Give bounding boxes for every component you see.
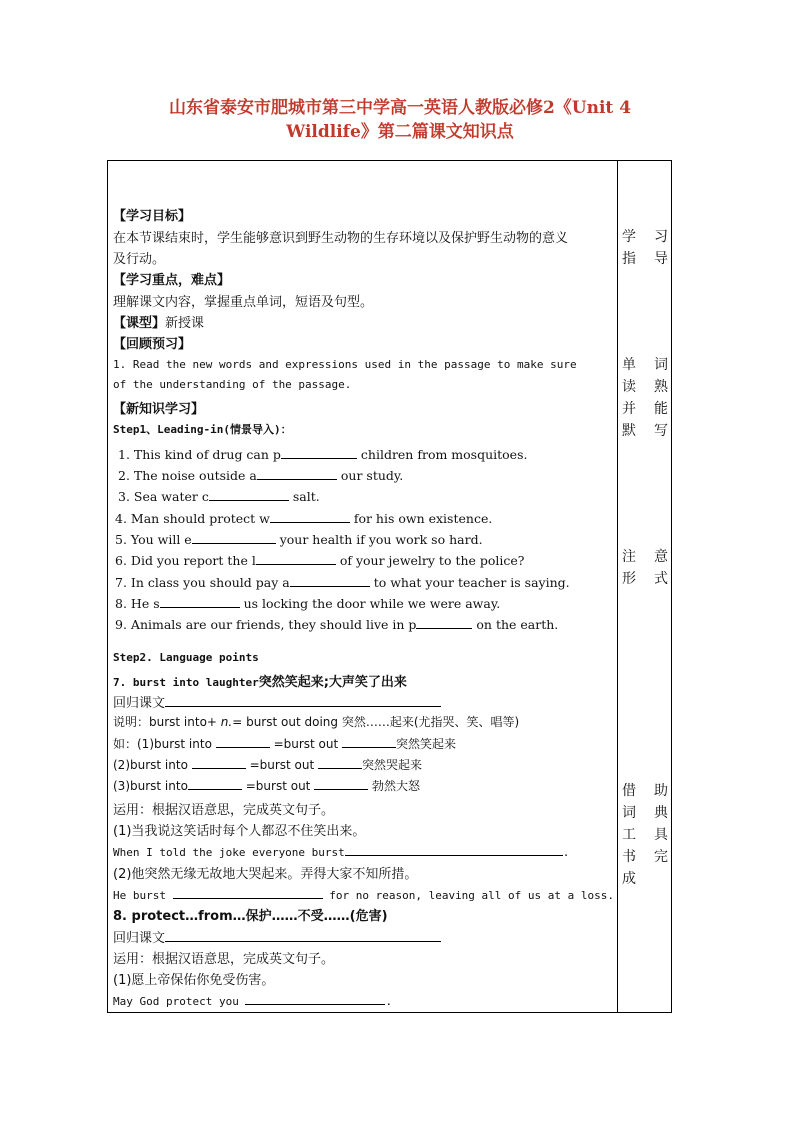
exercise-2 [118, 467, 403, 483]
exercise-3 [118, 488, 320, 504]
exercise-num: 1. [118, 447, 130, 462]
blank[interactable] [256, 552, 336, 565]
example-text: =burst out [249, 758, 315, 772]
exercise-prompt: Sea water c [133, 489, 209, 504]
blank[interactable] [270, 510, 350, 523]
blank[interactable] [192, 756, 246, 769]
goal-text: 在本节课结束时，学生能够意识到野生动物的生存环境以及保护野生动物的意义 [113, 231, 569, 246]
blank[interactable] [192, 531, 276, 544]
review-item-1: 1. Read the new words and expressions used in the passage to make sure [113, 358, 577, 371]
point8-q1-english: May God protect you . [113, 992, 392, 1008]
blank[interactable] [173, 886, 323, 899]
point7-back-to-text [113, 692, 441, 711]
exercise-rest: your health if you work so hard. [279, 532, 483, 547]
exercise-num: 2. [118, 468, 130, 483]
example-text: 如：(1)burst into [113, 737, 212, 751]
side-note-line: 单 词 [622, 357, 668, 373]
exercise-4 [115, 510, 492, 526]
exercise-prompt: He s [130, 596, 160, 611]
title-line-2: Wildlife》第二篇课文知识点 [286, 122, 514, 142]
side-note-dictionary [622, 780, 668, 890]
side-note-line: 词 典 [622, 805, 668, 821]
exercise-rest: salt. [292, 489, 320, 504]
side-note-line: 形 式 [622, 571, 668, 587]
lesson-type-value: 新授课 [165, 316, 205, 331]
side-note-line: 指 导 [622, 251, 668, 267]
step1-heading: Step1、Leading-in(情景导入)： [113, 423, 292, 436]
blank[interactable] [165, 694, 441, 707]
exercise-rest: to what your teacher is saying. [373, 575, 570, 590]
side-note-line: 学 习 [622, 229, 668, 245]
example-meaning: 突然笑起来 [396, 737, 457, 751]
point7-example-3 [113, 777, 420, 794]
point7-heading [113, 671, 407, 690]
lesson-type [113, 312, 204, 331]
exercise-prompt: Man should protect w [130, 511, 270, 526]
blank[interactable] [416, 616, 472, 629]
exercise-9 [115, 616, 558, 632]
exercise-prompt: This kind of drug can p [133, 447, 281, 462]
point7-q2-chinese: (2)他突然无缘无故地大哭起来。弄得大家不知所措。 [113, 867, 418, 882]
exercise-rest: our study. [340, 468, 404, 483]
blank[interactable] [209, 488, 289, 501]
side-note-forms [622, 546, 668, 590]
exercise-rest: children from mosquitoes. [360, 447, 528, 462]
exercise-8 [115, 595, 500, 611]
question-text: May God protect you [113, 995, 239, 1008]
example-text: (3)burst into [113, 779, 188, 793]
point7-example-2 [113, 756, 422, 773]
blank[interactable] [318, 756, 362, 769]
question-text: He burst [113, 889, 166, 902]
exercise-rest: on the earth. [476, 617, 559, 632]
example-meaning: 勃然大怒 [372, 779, 421, 793]
point8-phrase: 8. protect…from…保护……不受……(危害) [113, 909, 388, 924]
blank[interactable] [245, 992, 385, 1005]
side-note-line: 并 能 [622, 401, 668, 417]
point8-apply: 运用：根据汉语意思，完成英文句子。 [113, 952, 335, 967]
step2-heading: Step2. Language points [113, 651, 259, 664]
blank[interactable] [345, 843, 563, 856]
exercise-rest: for his own existence. [353, 511, 493, 526]
goal-heading: 【学习目标】 [113, 209, 192, 224]
exercise-prompt: The noise outside a [133, 468, 257, 483]
side-note-line: 借 助 [622, 783, 668, 799]
point7-q1-english: When I told the joke everyone burst . [113, 843, 569, 859]
title-line-1: 山东省泰安市肥城市第三中学高一英语人教版必修2《Unit 4 [168, 98, 632, 118]
explanation-text: = burst out doing 突然……起来(尤指哭、笑、唱等) [232, 715, 520, 729]
exercise-num: 6. [115, 553, 127, 568]
blank[interactable] [257, 467, 337, 480]
review-item-1-cont: of the understanding of the passage. [113, 378, 352, 391]
exercise-5 [115, 531, 483, 547]
point7-explanation [113, 713, 519, 730]
side-note-line: 书 完 [622, 849, 668, 865]
exercise-rest: us locking the door while we were away. [243, 596, 501, 611]
explanation-noun: n. [220, 715, 233, 729]
exercise-rest: of your jewelry to the police? [339, 553, 525, 568]
exercise-prompt: Did you report the l [130, 553, 256, 568]
point7-example-1 [113, 735, 456, 752]
review-heading: 【回顾预习】 [113, 337, 192, 352]
back-to-text-label: 回归课文 [113, 696, 166, 711]
exercise-prompt: You will e [130, 532, 192, 547]
new-knowledge-heading: 【新知识学习】 [113, 402, 205, 417]
exercise-prompt: In class you should pay a [130, 575, 290, 590]
question-text: for no reason, leaving all of us at a loss. [329, 889, 615, 902]
point7-q1-chinese: (1)当我说这笑话时每个人都忍不住笑出来。 [113, 824, 366, 839]
blank[interactable] [314, 777, 368, 790]
example-text: (2)burst into [113, 758, 188, 772]
side-note-line: 工 具 [622, 827, 668, 843]
column-divider [617, 160, 618, 1013]
side-note-study-guide [622, 226, 668, 270]
blank[interactable] [290, 574, 370, 587]
point8-heading [113, 905, 388, 924]
blank[interactable] [216, 735, 270, 748]
exercise-6 [115, 552, 525, 568]
exercise-1 [118, 446, 527, 462]
explanation-text: 说明：burst into+ [113, 715, 221, 729]
blank[interactable] [281, 446, 357, 459]
key-points-text: 理解课文内容，掌握重点单词，短语及句型。 [113, 295, 374, 310]
exercise-num: 8. [115, 596, 127, 611]
side-note-vocabulary [622, 354, 668, 442]
exercise-prompt: Animals are our friends, they should live in p [130, 617, 417, 632]
blank[interactable] [165, 929, 441, 942]
question-text: When I told the joke everyone burst [113, 846, 345, 859]
lesson-type-label: 【课型】 [113, 316, 166, 331]
blank[interactable] [188, 777, 242, 790]
exercise-num: 5. [115, 532, 127, 547]
exercise-num: 4. [115, 511, 127, 526]
point7-q2-english [113, 886, 614, 902]
exercise-7 [115, 574, 570, 590]
point8-back-to-text [113, 927, 441, 946]
document-title [100, 96, 700, 144]
side-note-line: 成 [622, 871, 636, 887]
example-text: =burst out [245, 779, 311, 793]
side-note-line: 读 熟 [622, 379, 668, 395]
blank[interactable] [160, 595, 240, 608]
point7-meaning: 突然笑起来;大声笑了出来 [258, 675, 407, 690]
example-meaning: 突然哭起来 [362, 758, 423, 772]
blank[interactable] [342, 735, 396, 748]
exercise-num: 7. [115, 575, 127, 590]
point7-phrase: 7. burst into laughter [113, 676, 259, 689]
side-note-line: 注 意 [622, 549, 668, 565]
side-note-line: 默 写 [622, 423, 668, 439]
example-text: =burst out [273, 737, 339, 751]
exercise-num: 3. [118, 489, 130, 504]
back-to-text-label: 回归课文 [113, 931, 166, 946]
exercise-num: 9. [115, 617, 127, 632]
point8-q1-chinese: (1)愿上帝保佑你免受伤害。 [113, 973, 275, 988]
goal-text-cont: 及行动。 [113, 252, 166, 267]
key-points-heading: 【学习重点，难点】 [113, 273, 231, 288]
point7-apply: 运用：根据汉语意思，完成英文句子。 [113, 803, 335, 818]
